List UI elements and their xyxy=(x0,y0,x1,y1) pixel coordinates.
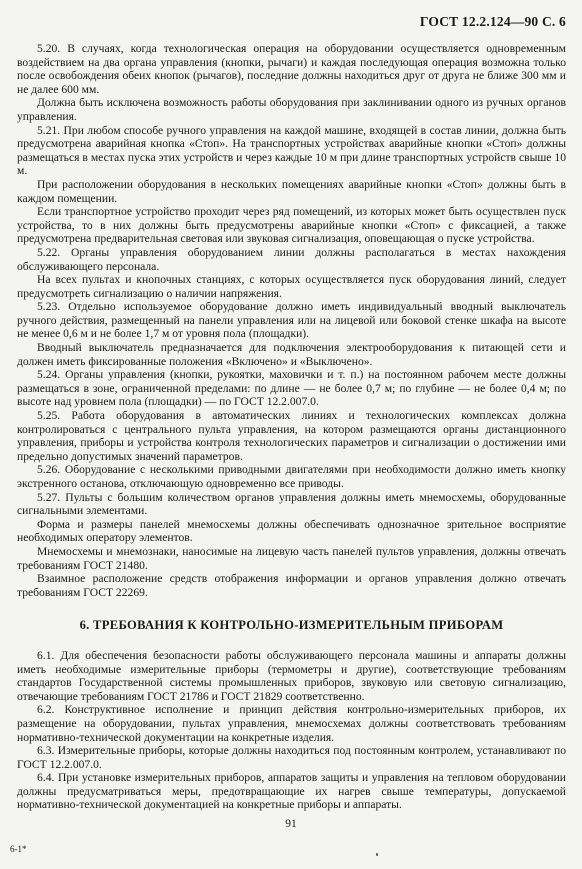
paragraph: Форма и размеры панелей мнемосхемы должны обеспечивать однозначное зрительное восприятие необходимых оператору элементов. xyxy=(17,517,566,545)
paragraph: 6.2. Конструктивное исполнение и принцип действия контрольно-измерительных приборов, их размещение на оборудовании, пультах управления, мнемосхемах должны соответствовать требованиям нормативно-технической документации на конкретные изделия. xyxy=(17,703,566,744)
document-body xyxy=(17,42,566,812)
running-header: ГОСТ 12.2.124—90 С. 6 xyxy=(419,14,566,29)
paragraph: Должна быть исключена возможность работы оборудования при заклинивании одного из ручных органов управления. xyxy=(17,96,566,123)
section-heading: 6. ТРЕБОВАНИЯ К КОНТРОЛЬНО-ИЗМЕРИТЕЛЬНЫМ ПРИБОРАМ xyxy=(79,618,504,633)
paragraph: 6.4. При установке измерительных приборов, аппаратов защиты и управления на тепловом оборудовании должны предусматриваться меры, предотвращающие их нагрев свыше температуры, допускаемой нормативно-технической документацией на конкретные приборы и аппараты. xyxy=(17,771,566,812)
paragraph: 5.20. В случаях, когда технологическая операция на оборудовании осуществляется одновременным воздействием на два органа управления (кнопки, рычаги) и каждая последующая операция возможна только после освобождения обеих кнопок (рычагов), последние должны находиться друг от друга не ближе 300 мм и не далее 600 мм. xyxy=(17,42,566,96)
paragraph: На всех пультах и кнопочных станциях, с которых осуществляется пуск оборудования линий, следует предусмотреть сигнализацию о наличии напряжения. xyxy=(17,273,566,300)
paragraph: 6.3. Измерительные приборы, которые должны находиться под постоянным контролем, устанавливают по ГОСТ 12.2.007.0. xyxy=(17,744,566,771)
paragraph: 5.26. Оборудование с несколькими приводными двигателями при необходимости должно иметь кнопку экстренного останова, отключающую одновременно все приводы. xyxy=(17,463,566,490)
paragraph: Если транспортное устройство проходит через ряд помещений, из которых может быть осуществлен пуск устройства, то в них должны быть предусмотрены аварийные кнопки «Стоп» с фиксацией, а также предусмотрена предварительная световая или звуковая сигнализация, оповещающая о пуске устройства. xyxy=(17,205,566,246)
paragraph: 5.21. При любом способе ручного управления на каждой машине, входящей в состав линии, должна быть предусмотрена аварийная кнопка «Стоп». На транспортных устройствах аварийные кнопки «Стоп» должны размещаться в местах пуска этих устройств и через каждые 10 м при длине транспортных устройств свыше 10 м. xyxy=(17,123,566,178)
paragraph: 5.25. Работа оборудования в автоматических линиях и технологических комплексах должна контролироваться с центрального пульта управления, на котором размещаются органы дистанционного управления, приборы и устройства контроля технологических параметров и сигнализации о достижении ими предельно допустимых значений параметров. xyxy=(17,409,566,463)
paragraph: 5.27. Пульты с большим количеством органов управления должны иметь мнемосхемы, оборудованные сигнальными элементами. xyxy=(17,490,566,518)
paragraph: 6.1. Для обеспечения безопасности работы обслуживающего персонала машины и аппараты должны иметь необходимые измерительные приборы (термометры и другие), соответствующие требованиям стандартов Государственной системы промышленных приборов, звуковую или световую сигнализацию, отвечающие требованиям ГОСТ 21786 и ГОСТ 21829 соответственно. xyxy=(17,648,566,703)
signature-mark: 6-1* xyxy=(10,844,27,854)
paragraph: Взаимное расположение средств отображения информации и органов управления должно отвечать требованиям ГОСТ 22269. xyxy=(17,572,566,599)
paragraph: Вводный выключатель предназначается для подключения электрооборудования к питающей сети и должен иметь фиксированные положения «Включено» и «Выключено». xyxy=(17,341,566,368)
scan-speck xyxy=(376,853,378,856)
page-number: 91 xyxy=(285,818,297,830)
paragraph: 5.23. Отдельно используемое оборудование должно иметь индивидуальный вводный выключатель ручного действия, размещенный на панели управления или на лицевой или боковой стенке шкафа на высоте не менее 0,6 м и не более 1,7 м от уровня пола (площадки). xyxy=(17,300,566,341)
paragraph: 5.22. Органы управления оборудованием линии должны располагаться в местах нахождения обслуживающего персонала. xyxy=(17,245,566,273)
paragraph: При расположении оборудования в нескольких помещениях аварийные кнопки «Стоп» должны быть в каждом помещении. xyxy=(17,177,566,205)
paragraph: Мнемосхемы и мнемознаки, наносимые на лицевую часть панелей пультов управления, должны отвечать требованиям ГОСТ 21480. xyxy=(17,544,566,572)
paragraph: 5.24. Органы управления (кнопки, рукоятки, маховички и т. п.) на постоянном рабочем месте должны размещаться в зоне, ограниченной пределами: по длине — не более 0,7 м; по глубине — не более 0,4 м; по высоте над уровнем пола (площадки) — по ГОСТ 12.2.007.0. xyxy=(17,368,566,409)
